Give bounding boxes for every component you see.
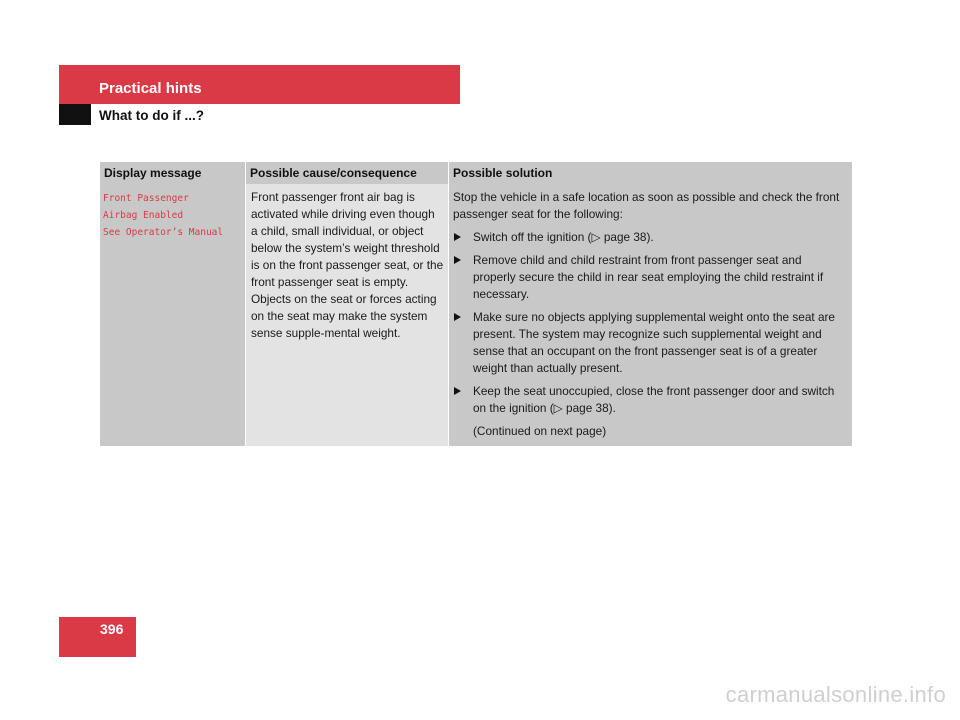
page-number-band	[59, 617, 136, 657]
display-message-line: Airbag Enabled	[103, 210, 184, 221]
solution-step	[453, 383, 846, 417]
solution-step-text: Switch off the ignition (▷ page 38).	[473, 230, 654, 244]
solution-step	[453, 229, 846, 246]
solution-step-text: Remove child and child restraint from front passenger seat and properly secure the child in rear seat employing the child restraint if necessary.	[473, 253, 824, 301]
page-number: 396	[100, 621, 124, 637]
possible-cause-cell	[246, 184, 449, 446]
column-header-display-message: Display message	[100, 162, 246, 184]
solution-intro: Stop the vehicle in a safe location as soon as possible and check the front passenger seat for the following:	[453, 190, 840, 221]
display-message-line: See Operator’s Manual	[103, 227, 224, 238]
header-marker	[59, 104, 91, 125]
column-header-possible-cause: Possible cause/consequence	[246, 162, 449, 184]
arrow-bullet-icon	[454, 256, 461, 264]
watermark: carmanualsonline.info	[725, 682, 946, 707]
arrow-bullet-icon	[454, 233, 461, 241]
continued-note: (Continued on next page)	[473, 424, 607, 438]
solution-step-text: Make sure no objects applying supplemental weight onto the seat are present. The system may recognize such supplemental weight and sense that an occupant on the front passenger seat is of a greater weight than actually present.	[473, 310, 835, 375]
possible-solution-cell	[449, 184, 852, 446]
display-message-table	[100, 162, 852, 446]
subsection-title: What to do if ...?	[99, 108, 204, 123]
solution-step	[453, 252, 846, 303]
display-message-cell	[100, 184, 246, 446]
arrow-bullet-icon	[454, 313, 461, 321]
section-title: Practical hints	[99, 80, 202, 97]
arrow-bullet-icon	[454, 387, 461, 395]
solution-step-text: Keep the seat unoccupied, close the front passenger door and switch on the ignition (▷ page 38).	[473, 384, 835, 415]
cause-text: Front passenger front air bag is activated while driving even though a child, small individual, or object below the system’s weight threshold is on the front passenger seat, or the front passenger seat is empty. Objects on the seat or forces acting on the seat may make the system sense supple-mental weight.	[251, 190, 444, 340]
display-message-line: Front Passenger	[103, 193, 189, 204]
solution-step	[453, 309, 846, 377]
column-header-possible-solution: Possible solution	[449, 162, 852, 184]
